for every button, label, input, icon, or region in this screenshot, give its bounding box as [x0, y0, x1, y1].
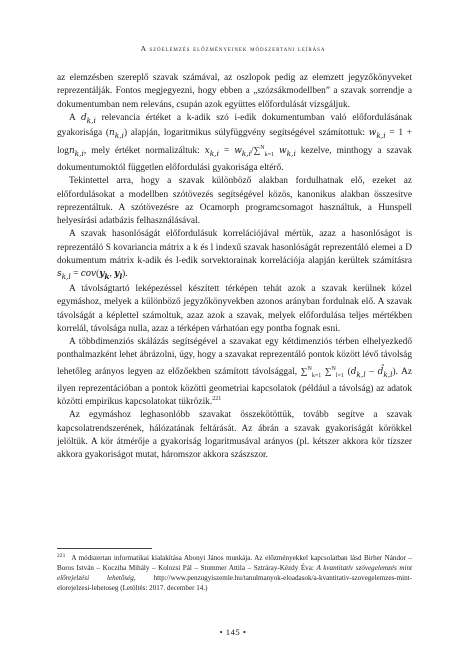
math-var: s: [57, 269, 62, 280]
math-subscript: l: [119, 271, 123, 281]
math-subscript: k,i: [241, 148, 252, 158]
math-subscript: k,i: [74, 148, 84, 158]
text-run: relevancia értéket a k-adik szó i-edik dokumentumban való előfordulásának gyakorisága (: [57, 112, 412, 138]
paragraph-similarity: [57, 228, 412, 283]
body-text: [57, 72, 412, 462]
math-subscript: k,l: [356, 369, 366, 379]
running-head: A szóelemzés előzményeinek módszertani leírása: [140, 44, 326, 53]
math-symbol: [57, 269, 71, 279]
paragraph-relevance: [57, 112, 412, 176]
math-var: w: [368, 127, 377, 138]
text-run: ).: [122, 269, 128, 280]
text-run: (: [96, 269, 100, 280]
footnote-title: A kvantitatív szövegelemzés mint előrejelzési lehetőség: [57, 564, 412, 583]
math-subscript: k=1: [311, 372, 322, 379]
text-run: A: [69, 112, 81, 123]
math-subscript: k,i: [376, 130, 386, 140]
math-subscript: k,l: [61, 271, 71, 281]
math-var: d: [80, 112, 87, 123]
text-run: –: [365, 366, 378, 377]
math-sum: /∑: [251, 145, 261, 156]
math-symbol: [351, 367, 366, 377]
footnote-divider: [57, 548, 152, 549]
math-symbol: [69, 146, 84, 156]
math-subscript: k,l: [383, 369, 393, 379]
math-subscript: l=1: [335, 372, 344, 379]
math-symbol: [378, 367, 393, 377]
page-number: • 145 •: [219, 627, 247, 637]
text-run: ). Az ilyen reprezentációban a pontok közötti geometriai kapcsolatok (például a távolság) az adatok közötti empirikus kapcsolatokat tükrözik.: [57, 366, 413, 408]
math-symbol: [99, 269, 109, 279]
math-symbol: [279, 146, 296, 156]
text-run: ,: [109, 269, 115, 280]
math-var: y: [99, 269, 105, 280]
math-symbol: [114, 269, 122, 279]
text-run: = 1 + log: [57, 127, 412, 156]
math-var: y: [114, 269, 120, 280]
math-subscript: k: [104, 271, 110, 281]
text-run: (: [343, 366, 351, 377]
text-run: =: [218, 145, 235, 156]
math-var: n: [68, 145, 75, 156]
text-run: A többdimenziós skálázás segítségével a szavakat egy kétdimenziós térben elhelyezkedő ponthalmazként lehet ábrázolni, úgy, hogy a szavakat reprezentáló pontok között lévő távolság lehetőleg arányos legyen az előzőekben számított távolsággal, ∑: [57, 337, 412, 377]
math-symbol: [81, 113, 96, 123]
math-symbol: [234, 146, 251, 156]
paragraph: az elemzésben szereplő szavak számával, az oszlopok pedig az elemzett jegyzőkönyveket reprezentálják. Fontos megjegyezni, hogy ebben a „szózsákmodellben” a szavak sorrendje a dokumentumban nem releváns, csupán azok együttes előfordulását vizsgáljuk.: [57, 73, 412, 110]
math-var: w: [234, 145, 242, 156]
math-superscript: N: [331, 365, 336, 372]
math-var: n: [109, 127, 115, 138]
math-subscript: k=1: [264, 151, 275, 158]
math-subscript: k,i: [209, 148, 219, 158]
footnote-ref[interactable]: 221: [212, 395, 222, 402]
math-superscript: N: [260, 144, 265, 151]
math-subscript: k,i: [114, 130, 124, 140]
text-run: , mely értéket normalizáltuk:: [83, 145, 205, 156]
paragraph: Az egymáshoz leghasonlóbb szavakat összekötöttük, tovább segítve a szavak kapcsolatrendszerének, hálózatának feltárását. Az ábrán a szavak gyakoriságát körökkel jelöltük. A kör átmérője a gyakoriság logaritmusával arányos (pl. kétszer akkora kör tízszer akkora gyakoriságot mutat, háromszor akkora szászszor.: [57, 410, 412, 461]
math-sum: ∑: [321, 366, 332, 377]
math-subscript: k,i: [286, 148, 296, 158]
math-var: w: [279, 145, 287, 156]
paragraph: Tekintettel arra, hogy a szavak különböző alakban fordulhatnak elő, ezeket az előfordulásokat a modellben szótövezés segítségével közös, kanonikus alakban összesítve reprezentáltuk. A szótövezésre az Ocamorph programcsomagot használtuk, a Hunspell helyesírási adatbázis felhasználásával.: [57, 176, 412, 227]
text-run: ) alapján, logaritmikus súlyfüggvény segítségével számítottuk:: [123, 127, 369, 138]
math-var: x: [204, 145, 210, 156]
footnote-text: A módszertan informatikai kialakítása Abonyi János munkája. Az előzményekkel kapcsolatban lásd Birher Nándor – Boros István – Kocziha Mihály – Kolozsi Pál – Stummer Attila – Sztráray-Kézdy Éva:: [57, 554, 412, 573]
math-subscript: k,i: [86, 115, 96, 125]
text-run: kezelve, minthogy a szavak dokumentumoktól független előfordulási gyakorisága eltérő.: [57, 145, 412, 174]
math-var: d: [350, 366, 357, 377]
math-var: d̂: [377, 366, 384, 377]
math-function: cov: [80, 269, 97, 280]
text-run: =: [70, 269, 81, 280]
math-symbol: [109, 128, 124, 138]
math-symbol: [205, 146, 219, 156]
math-superscript: N: [307, 365, 312, 372]
footnote-number: 221: [57, 552, 66, 559]
math-symbol: [369, 128, 386, 138]
paragraph: A távolságtartó leképezéssel készített térképen tehát azok a szavak kerülnek közel egymáshoz, melyek a különböző jegyzőkönyvekben azonos arányban fordulnak elő. A szavak távolságát a képlettel számoltuk, azaz azok a szavak, melyek előfordulása teljes mértékben korrelál, távolsága nulla, azaz a térképen várhatóan egy pontba fognak esni.: [57, 284, 412, 334]
text-run: A szavak hasonlóságát előfordulásuk korrelációjával mértük, azaz a hasonlóságot is reprezentáló S kovariancia mátrix a k és l indexű szavak hasonlóságát reprezentáló elemei a D dokumentum mátrix k-adik és l-edik sorvektorainak korrelációja alapján kerültek számításra: [57, 229, 412, 266]
footnote-link-text[interactable]: , http://www.penzugyiszemle.hu/tanulmanyok-eloadasok/a-kvantitativ-szovegelemzes-mint-elorejelzesi-lehetoseg (Letöltés: 2017. december 14.): [57, 574, 413, 593]
footnote: [57, 553, 412, 593]
paragraph-mds: [57, 336, 412, 409]
